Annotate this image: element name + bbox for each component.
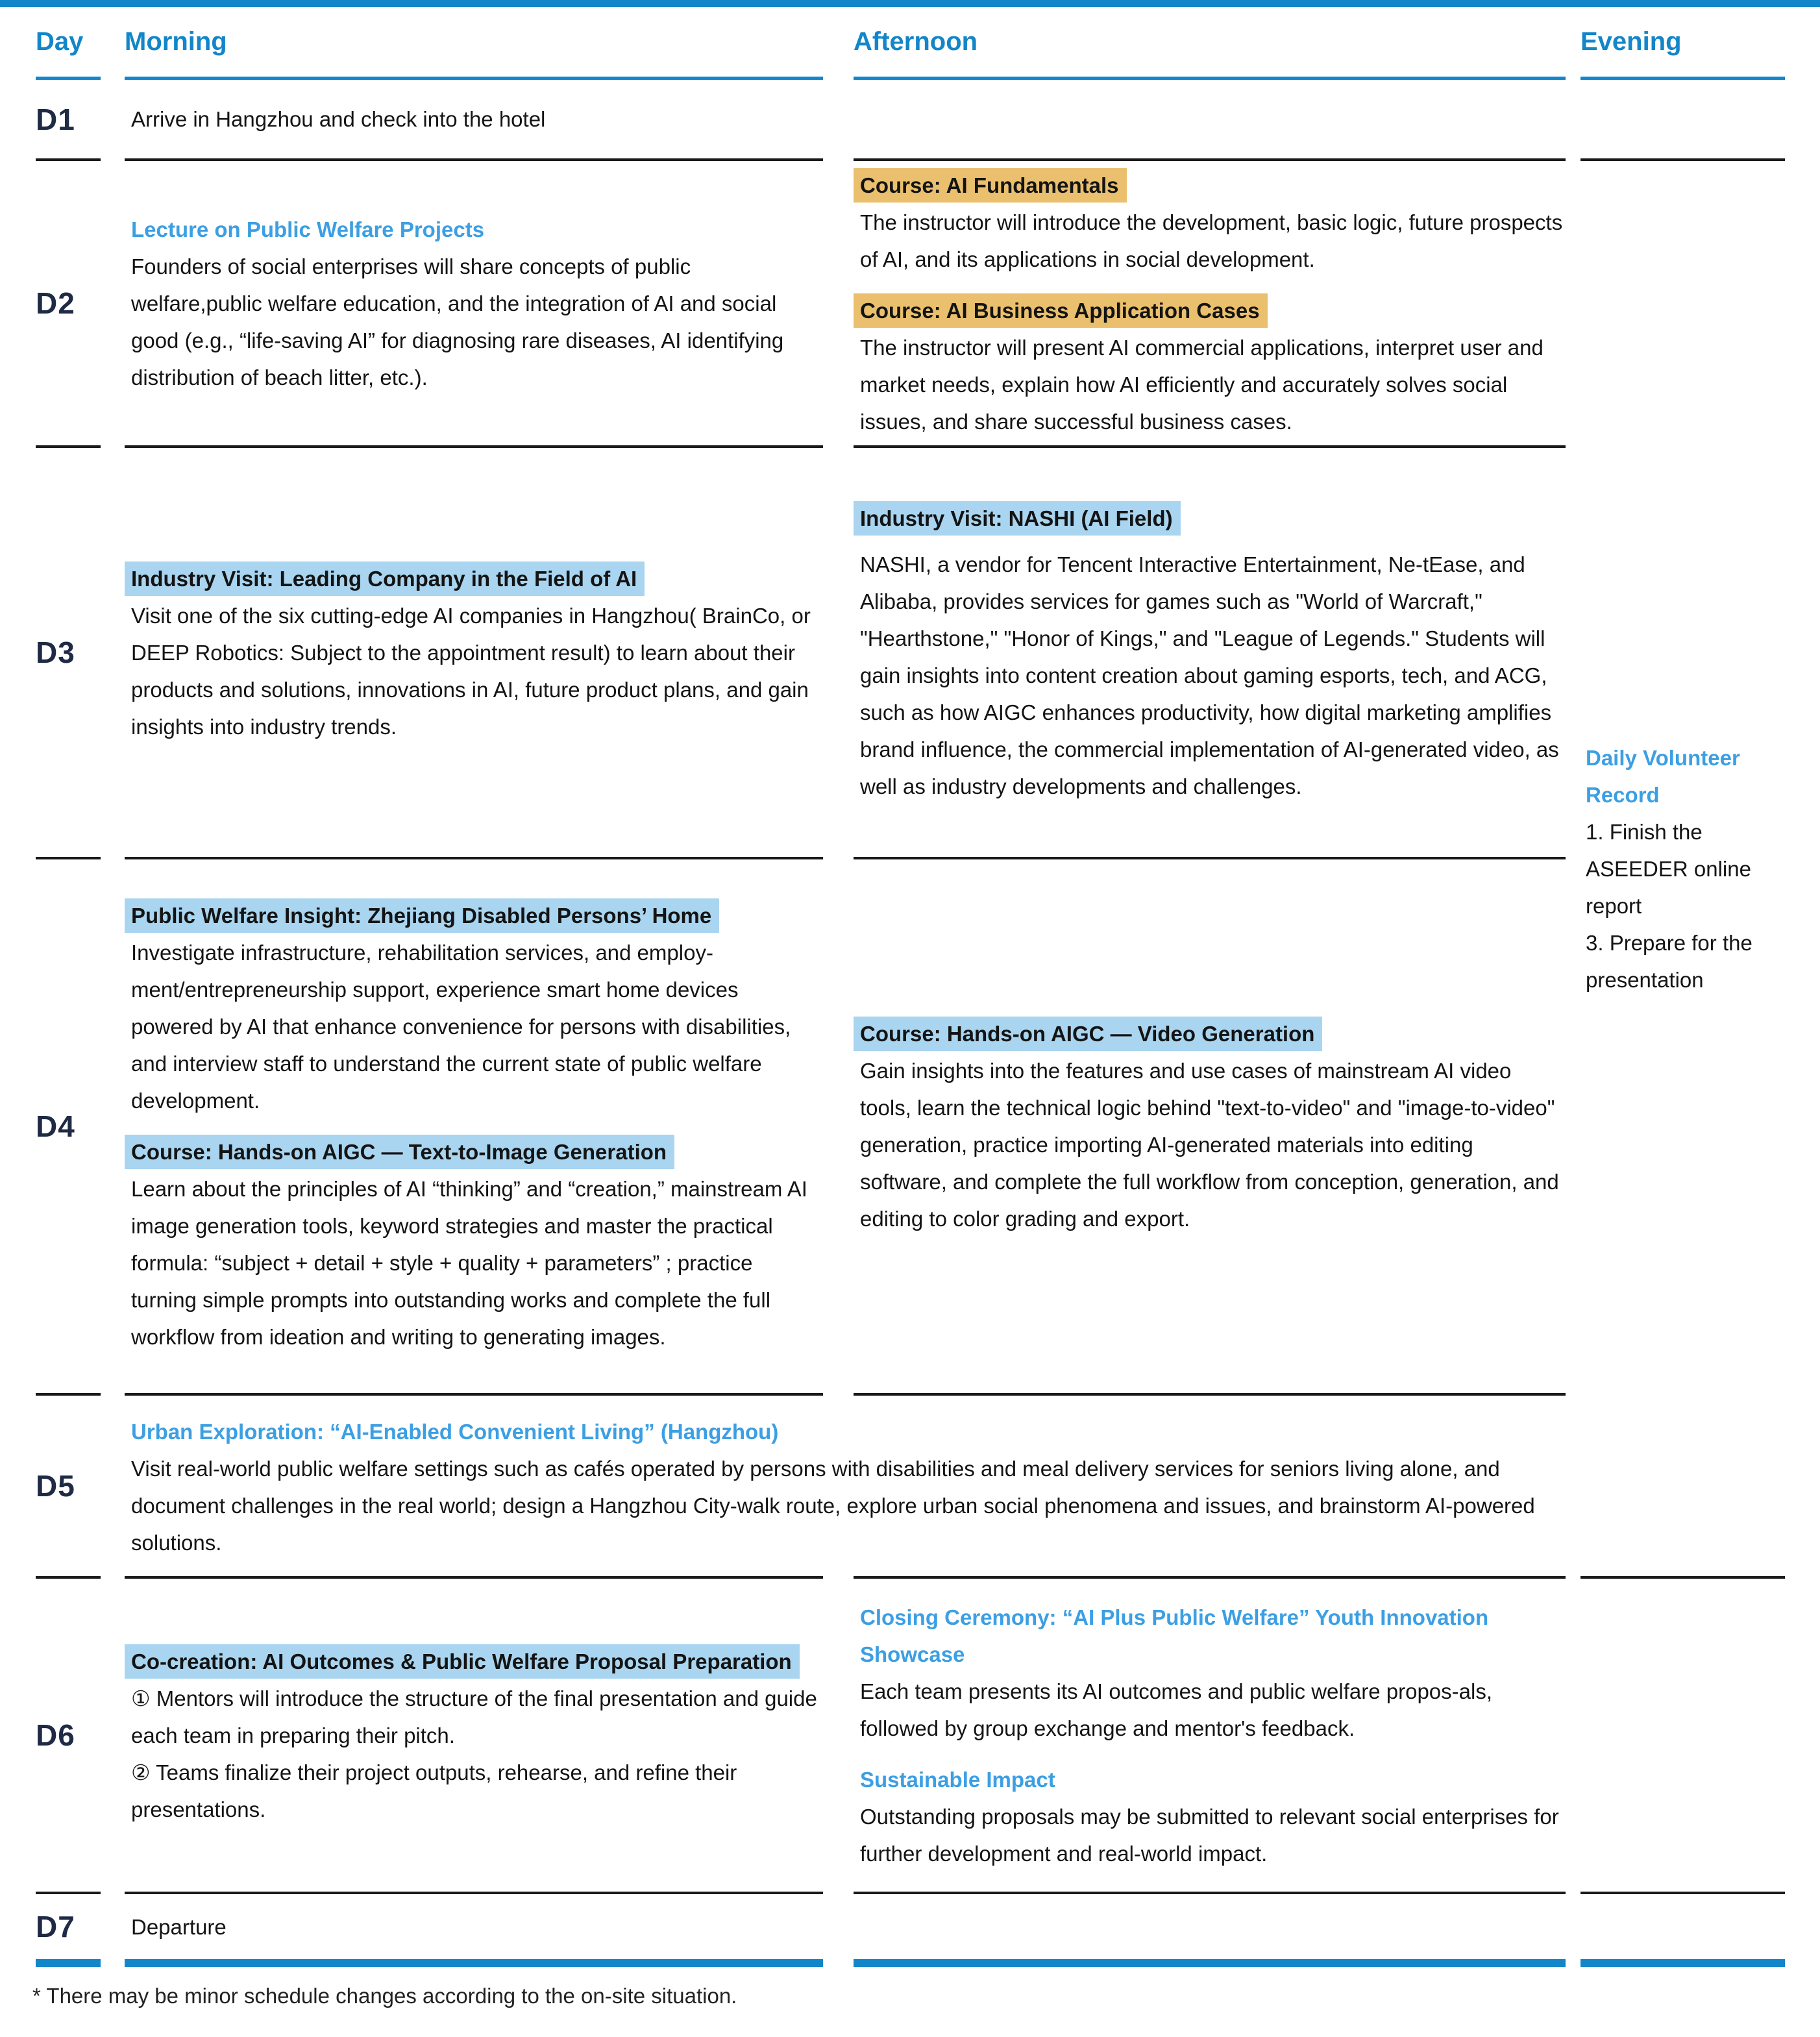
day-label-d4: D4: [36, 859, 101, 1396]
d2-morning-title: Lecture on Public Welfare Projects: [131, 217, 485, 241]
d4-afternoon-cell: [854, 859, 1566, 1396]
d2-afternoon-course2-text: The instructor will present AI commercial applications, interpret user and market needs, explain how AI efficiently and accurately solves social issues, and share successful business cases.: [860, 335, 1543, 434]
d4-morning-item2-title: Course: Hands-on AIGC — Text-to-Image Generation: [131, 1133, 820, 1170]
d7-afternoon-cell: [854, 1894, 1566, 1967]
d6-evening-cell: [1580, 1579, 1785, 1894]
d6-morning-cell: [125, 1579, 823, 1894]
d1-afternoon-cell: [854, 80, 1566, 161]
day-label-d3: D3: [36, 448, 101, 859]
d1-morning-text: Arrive in Hangzhou and check into the hotel: [131, 107, 546, 131]
d7-evening-cell: [1580, 1894, 1785, 1967]
col-header-afternoon-label: Afternoon: [854, 27, 978, 56]
col-header-evening-label: Evening: [1580, 27, 1682, 56]
day-label-d2: D2: [36, 161, 101, 448]
d6-afternoon-item1-title: Closing Ceremony: “AI Plus Public Welfare” Youth Innovation Showcase: [860, 1605, 1489, 1666]
d2-morning-text: Founders of social enterprises will share concepts of public welfare,public welfare education, and the integration of AI and social good (e.g., “life-saving AI” for diagnosing rare diseases, AI identifying distribution of beach litter, etc.).: [131, 254, 784, 389]
footnote: * There may be minor schedule changes according to the on-site situation.: [32, 1984, 737, 2008]
d1-morning-cell: [125, 80, 823, 161]
col-header-morning: [125, 7, 823, 80]
day-label-d6: D6: [36, 1579, 101, 1894]
day-label-d1: D1: [36, 80, 101, 161]
d5-merged-cell: [125, 1396, 1566, 1579]
d4-morning-cell: [125, 859, 823, 1396]
col-header-afternoon: [854, 7, 1566, 80]
d6-afternoon-item1-text: Each team presents its AI outcomes and public welfare propos-als, followed by group exchange and mentor's feedback.: [860, 1679, 1492, 1740]
col-header-day-label: Day: [36, 27, 84, 56]
d6-morning-title: Co-creation: AI Outcomes & Public Welfare Proposal Preparation: [131, 1643, 820, 1680]
evening-volunteer-cell: [1580, 161, 1785, 1579]
d4-morning-item1-text: Investigate infrastructure, rehabilitation services, and employ-ment/entrepreneurship support, experience smart home devices powered by AI that enhance convenience for persons with disabilities, and interview staff to understand the current state of public welfare development.: [131, 941, 791, 1113]
d2-afternoon-course1-text: The instructor will introduce the development, basic logic, future prospects of AI, and its applications in social development.: [860, 210, 1563, 271]
d2-afternoon-cell: [854, 161, 1566, 448]
d1-evening-cell: [1580, 80, 1785, 161]
d2-morning-cell: [125, 161, 823, 448]
schedule-table: [36, 7, 1785, 1967]
d2-afternoon-course1-title: Course: AI Fundamentals: [860, 167, 1563, 204]
d3-afternoon-cell: [854, 448, 1566, 859]
day-label-d7: D7: [36, 1894, 101, 1967]
d6-morning-point1: ① Mentors will introduce the structure of the final presentation and guide each team in preparing their pitch.: [131, 1686, 817, 1747]
d4-afternoon-text: Gain insights into the features and use cases of mainstream AI video tools, learn the technical logic behind "text-to-video" and "image-to-video" generation, practice importing AI-generated materials into editing software, and complete the full workflow from conception, generation, and editing to color grading and export.: [860, 1059, 1559, 1231]
d6-afternoon-item2-title: Sustainable Impact: [860, 1767, 1055, 1792]
col-header-morning-label: Morning: [125, 27, 227, 56]
d4-morning-item2-text: Learn about the principles of AI “thinking” and “creation,” mainstream AI image generation tools, keyword strategies and master the practical formula: “subject + detail + style + quality + parameters” ; practice turning simple prompts into outstanding works and complete the full workflow from ideation and writing to generating images.: [131, 1177, 807, 1349]
d3-afternoon-text: NASHI, a vendor for Tencent Interactive Entertainment, Ne-tEase, and Alibaba, provides services for games such as "World of Warcraft," "Hearthstone," "Honor of Kings," and "League of Legends." Students will gain insights into content creation about gaming esports, tech, and ACG, such as how AIGC enhances productivity, how digital marketing amplifies brand influence, the commercial implementation of AI-generated video, as well as industry developments and challenges.: [860, 552, 1559, 798]
d7-morning-cell: [125, 1894, 823, 1967]
d7-morning-text: Departure: [131, 1914, 227, 1939]
d6-afternoon-item2-text: Outstanding proposals may be submitted to relevant social enterprises for further development and real-world impact.: [860, 1804, 1559, 1866]
d3-morning-text: Visit one of the six cutting-edge AI companies in Hangzhou( BrainCo, or DEEP Robotics: Subject to the appointment result) to learn about their products and solutions, innovations in AI, future product plans, and gain insights into industry trends.: [131, 603, 811, 739]
d6-afternoon-cell: [854, 1579, 1566, 1894]
d4-morning-item1-title: Public Welfare Insight: Zhejiang Disabled Persons’ Home: [131, 897, 820, 934]
col-header-day: [36, 7, 101, 80]
evening-volunteer-item-2: 3. Prepare for the presentation: [1586, 930, 1752, 992]
d3-afternoon-title: Industry Visit: NASHI (AI Field): [860, 500, 1563, 537]
d3-morning-cell: [125, 448, 823, 859]
d6-morning-point2: ② Teams finalize their project outputs, rehearse, and refine their presentations.: [131, 1760, 737, 1821]
d2-afternoon-course2-title: Course: AI Business Application Cases: [860, 292, 1563, 329]
top-accent-bar: [0, 0, 1820, 7]
col-header-evening: [1580, 7, 1785, 80]
day-label-d5: D5: [36, 1396, 101, 1579]
d3-morning-title: Industry Visit: Leading Company in the Field of AI: [131, 560, 820, 597]
evening-volunteer-title: Daily Volunteer Record: [1586, 745, 1740, 807]
evening-volunteer-item-1: 1. Finish the ASEEDER online report: [1586, 819, 1751, 918]
d5-title: Urban Exploration: “AI-Enabled Convenient Living” (Hangzhou): [131, 1420, 779, 1444]
d4-afternoon-title: Course: Hands-on AIGC — Video Generation: [860, 1015, 1563, 1052]
d5-text: Visit real-world public welfare settings such as cafés operated by persons with disabilities and meal delivery services for seniors living alone, and document challenges in the real world; design a Hangzhou City-walk route, explore urban social phenomena and issues, and brainstorm AI-powered solutions.: [131, 1457, 1535, 1555]
